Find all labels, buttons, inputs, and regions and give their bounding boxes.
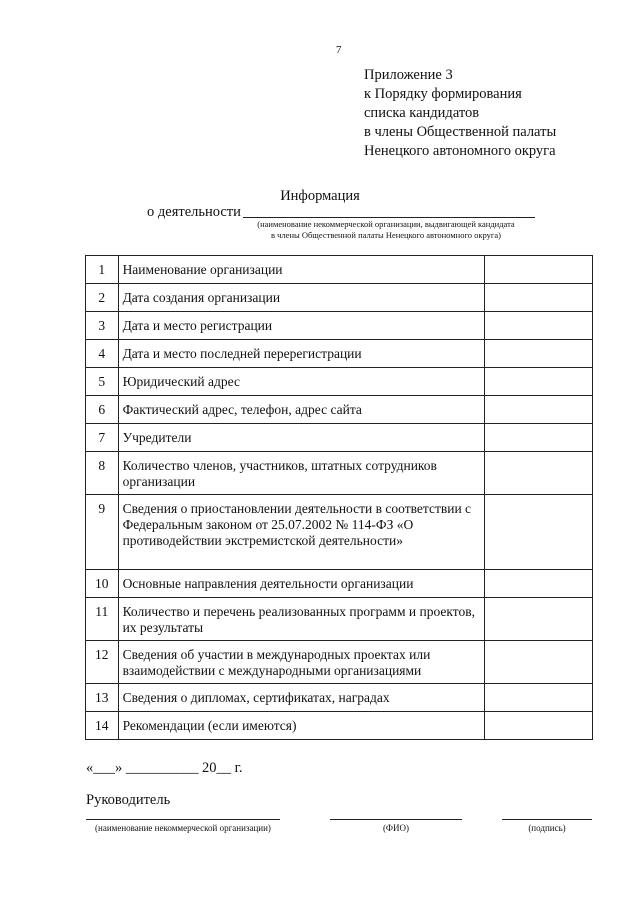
table-row <box>86 312 593 340</box>
row-number: 6 <box>86 396 119 424</box>
caption-line: в члены Общественной палаты Ненецкого автономного округа) <box>271 230 501 240</box>
row-number: 9 <box>86 495 119 570</box>
row-number: 3 <box>86 312 119 340</box>
row-label: Рекомендации (если имеются) <box>118 712 484 740</box>
org-signature-line[interactable] <box>86 819 280 820</box>
row-value-cell[interactable] <box>484 340 592 368</box>
table-row <box>86 684 593 712</box>
row-value-cell[interactable] <box>484 712 592 740</box>
row-label: Сведения о приостановлении деятельности в соответствии с Федеральным законом от 25.07.2002 № 114-ФЗ «О противодействии экстремистской деятельности» <box>118 495 484 570</box>
row-number: 8 <box>86 452 119 495</box>
table-row <box>86 598 593 641</box>
appendix-line: списка кандидатов <box>364 105 480 121</box>
about-label: о деятельности <box>147 204 241 220</box>
row-value-cell[interactable] <box>484 452 592 495</box>
table-row <box>86 424 593 452</box>
appendix-line: Ненецкого автономного округа <box>364 143 556 159</box>
table-row <box>86 396 593 424</box>
organization-name-caption <box>236 219 536 241</box>
table-row <box>86 570 593 598</box>
row-value-cell[interactable] <box>484 598 592 641</box>
table-row <box>86 368 593 396</box>
fio-caption: (ФИО) <box>382 823 410 833</box>
row-label: Юридический адрес <box>118 368 484 396</box>
row-number: 1 <box>86 256 119 284</box>
row-label: Основные направления деятельности организации <box>118 570 484 598</box>
row-value-cell[interactable] <box>484 641 592 684</box>
row-number: 14 <box>86 712 119 740</box>
row-label: Сведения о дипломах, сертификатах, наградах <box>118 684 484 712</box>
organization-name-line[interactable] <box>243 217 535 218</box>
appendix-line: в члены Общественной палаты <box>364 124 557 140</box>
table-row <box>86 641 593 684</box>
head-label: Руководитель <box>86 792 171 808</box>
row-label: Наименование организации <box>118 256 484 284</box>
row-value-cell[interactable] <box>484 312 592 340</box>
info-table <box>85 255 593 740</box>
row-value-cell[interactable] <box>484 570 592 598</box>
row-value-cell[interactable] <box>484 284 592 312</box>
document-title: Информация <box>280 188 360 204</box>
row-number: 12 <box>86 641 119 684</box>
row-label: Сведения об участии в международных проектах или взаимодействии с международными организациями <box>118 641 484 684</box>
fio-signature-line[interactable] <box>330 819 462 820</box>
row-number: 10 <box>86 570 119 598</box>
page-number: 7 <box>336 44 342 56</box>
table-row <box>86 712 593 740</box>
appendix-note <box>364 66 624 161</box>
row-number: 13 <box>86 684 119 712</box>
table-row <box>86 340 593 368</box>
table-row <box>86 256 593 284</box>
row-label: Количество и перечень реализованных программ и проектов, их результаты <box>118 598 484 641</box>
sign-caption: (подпись) <box>528 823 566 833</box>
row-number: 5 <box>86 368 119 396</box>
table-row <box>86 284 593 312</box>
row-number: 2 <box>86 284 119 312</box>
sign-signature-line[interactable] <box>502 819 592 820</box>
row-value-cell[interactable] <box>484 495 592 570</box>
row-value-cell[interactable] <box>484 684 592 712</box>
row-label: Фактический адрес, телефон, адрес сайта <box>118 396 484 424</box>
date-field[interactable]: «___» __________ 20__ г. <box>86 760 243 776</box>
row-label: Дата и место регистрации <box>118 312 484 340</box>
row-number: 4 <box>86 340 119 368</box>
row-value-cell[interactable] <box>484 424 592 452</box>
appendix-line: к Порядку формирования <box>364 86 522 102</box>
table-row <box>86 495 593 570</box>
row-number: 11 <box>86 598 119 641</box>
row-value-cell[interactable] <box>484 256 592 284</box>
org-caption: (наименование некоммерческой организации) <box>95 823 271 833</box>
table-row <box>86 452 593 495</box>
caption-line: (наименование некоммерческой организации, выдвигающей кандидата <box>257 219 515 229</box>
row-label: Дата создания организации <box>118 284 484 312</box>
row-number: 7 <box>86 424 119 452</box>
row-label: Количество членов, участников, штатных сотрудников организации <box>118 452 484 495</box>
row-label: Учредители <box>118 424 484 452</box>
row-value-cell[interactable] <box>484 368 592 396</box>
row-label: Дата и место последней перерегистрации <box>118 340 484 368</box>
row-value-cell[interactable] <box>484 396 592 424</box>
appendix-line: Приложение 3 <box>364 67 453 83</box>
